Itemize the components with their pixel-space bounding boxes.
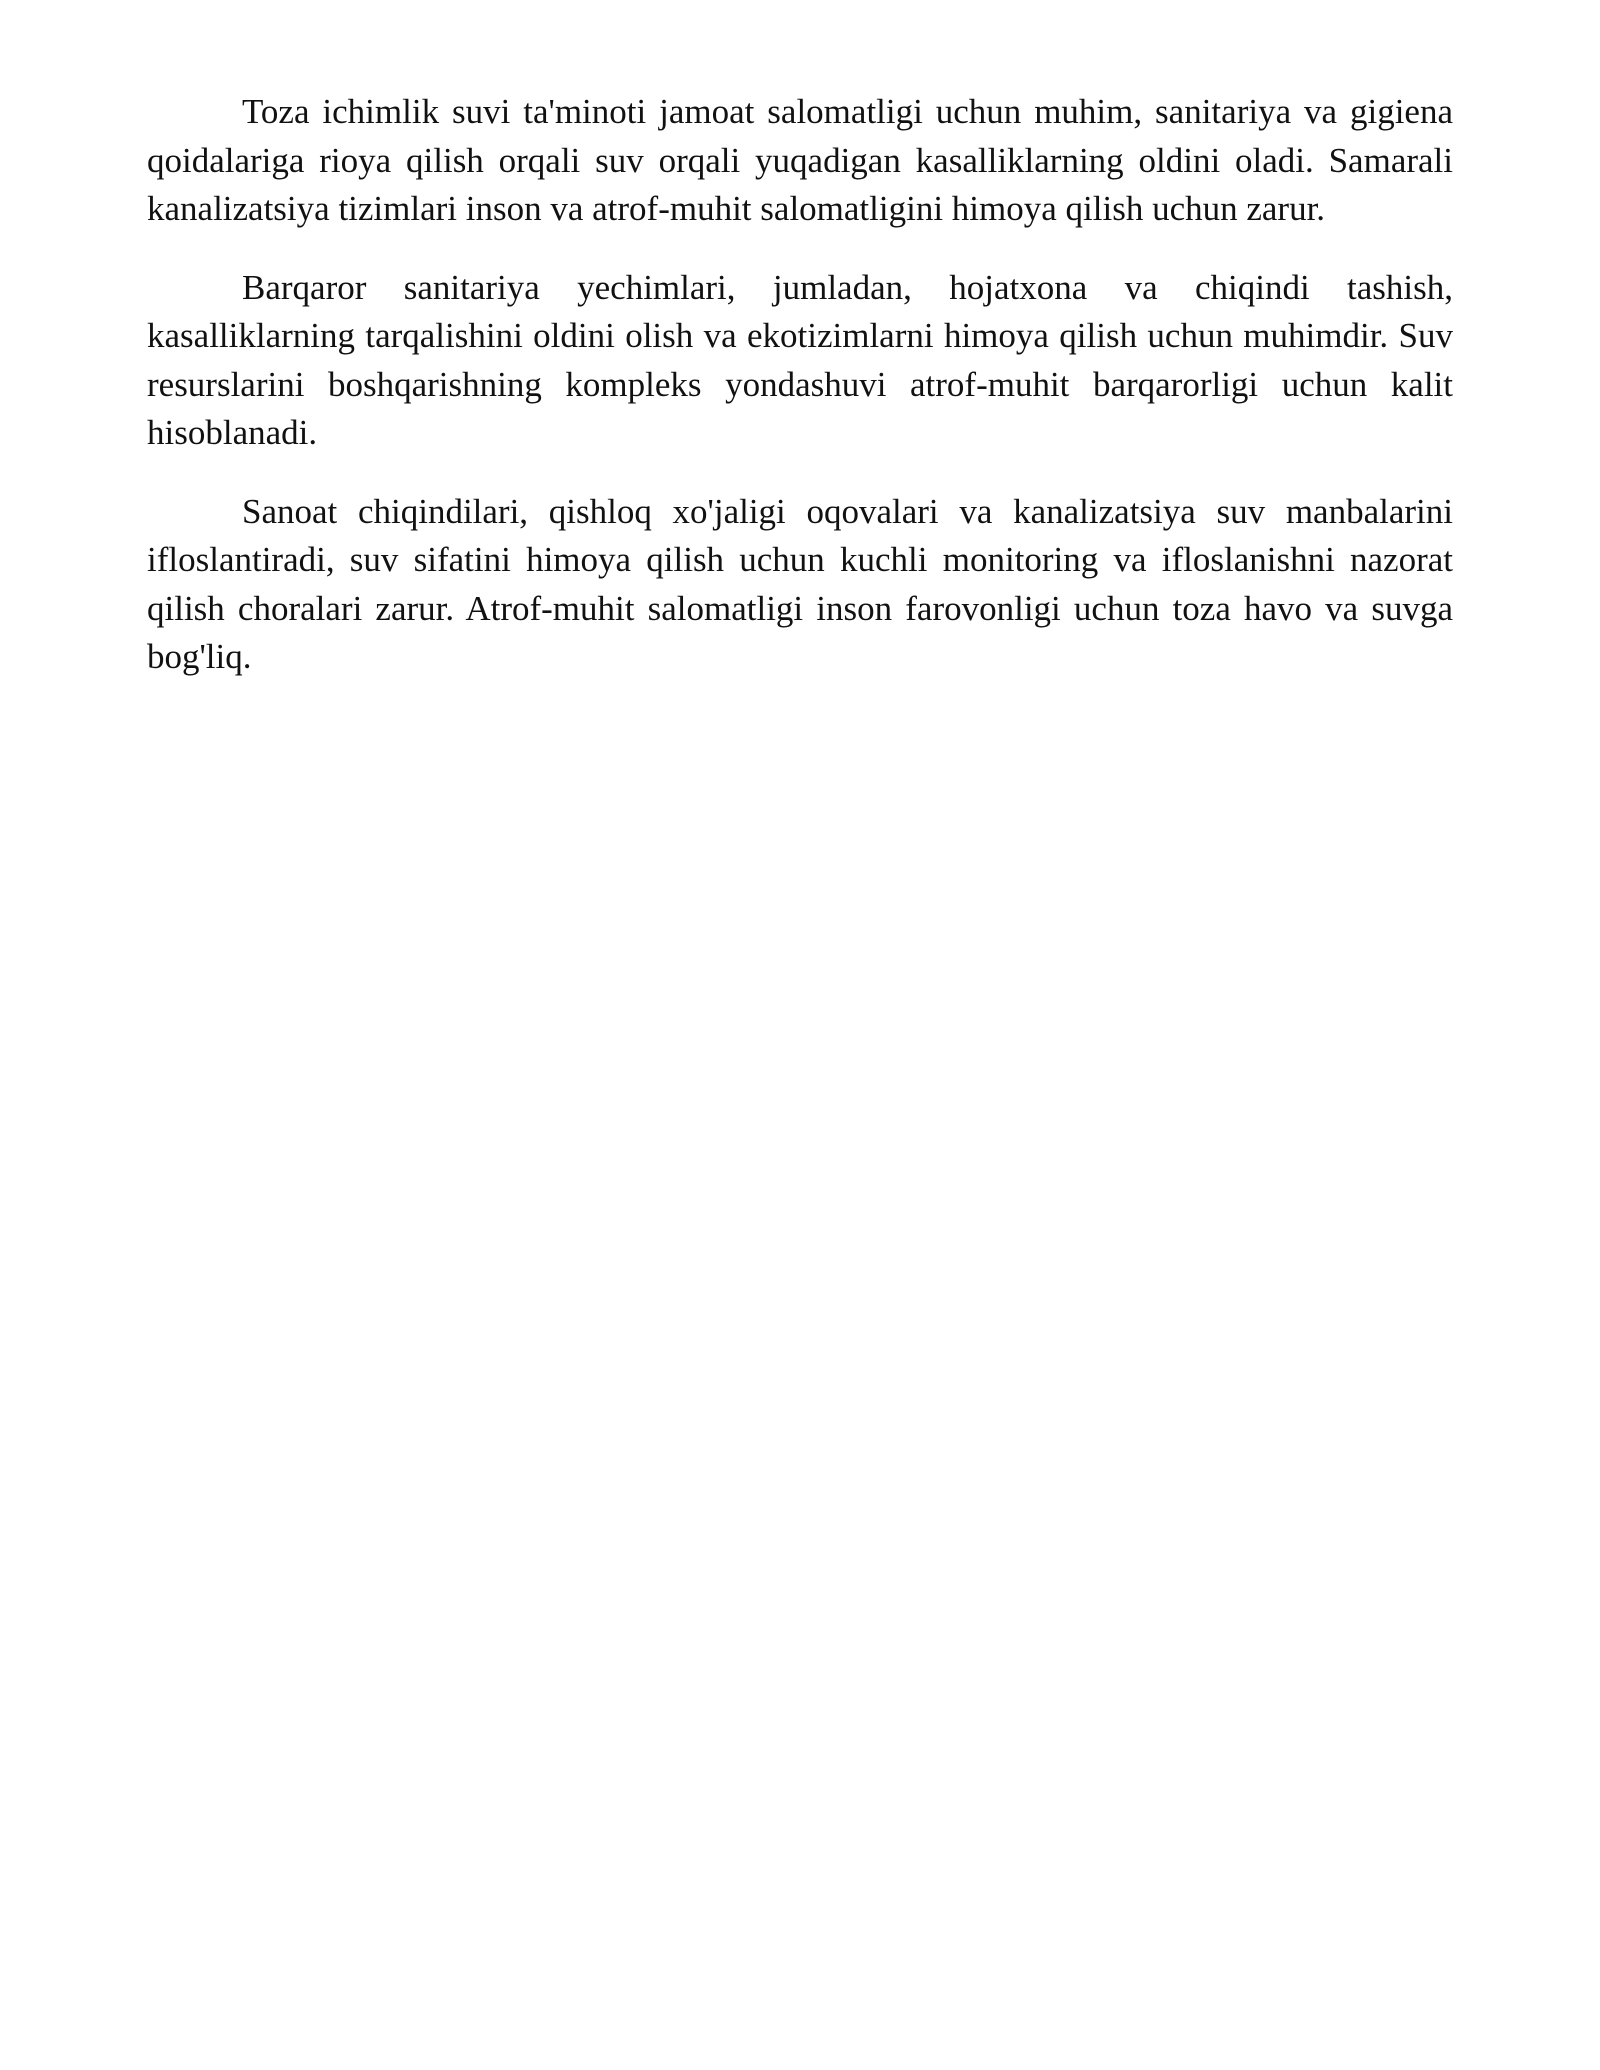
paragraph-2: Barqaror sanitariya yechimlari, jumladan, hojatxona va chiqindi tashish, kasalliklarning tarqalishini oldini olish va ekotizimlarni himoya qilish uchun muhimdir. Suv resurslarini boshqarishning kompleks yondashuvi atrof-muhit barqarorligi uchun kalit hisoblanadi.	[147, 267, 1453, 452]
paragraph-3: Sanoat chiqindilari, qishloq xo'jaligi oqovalari va kanalizatsiya suv manbalarini ifloslantiradi, suv sifatini himoya qilish uchun kuchli monitoring va ifloslanishni nazorat qilish choralari zarur. Atrof-muhit salomatligi inson farovonligi uchun toza havo va suvga bog'liq.	[147, 491, 1453, 676]
document-body	[147, 88, 1453, 682]
paragraph-1: Toza ichimlik suvi ta'minoti jamoat salomatligi uchun muhim, sanitariya va gigiena qoidalariga rioya qilish orqali suv orqali yuqadigan kasalliklarning oldini oladi. Samarali kanalizatsiya tizimlari inson va atrof-muhit salomatligini himoya qilish uchun zarur.	[147, 92, 1453, 228]
